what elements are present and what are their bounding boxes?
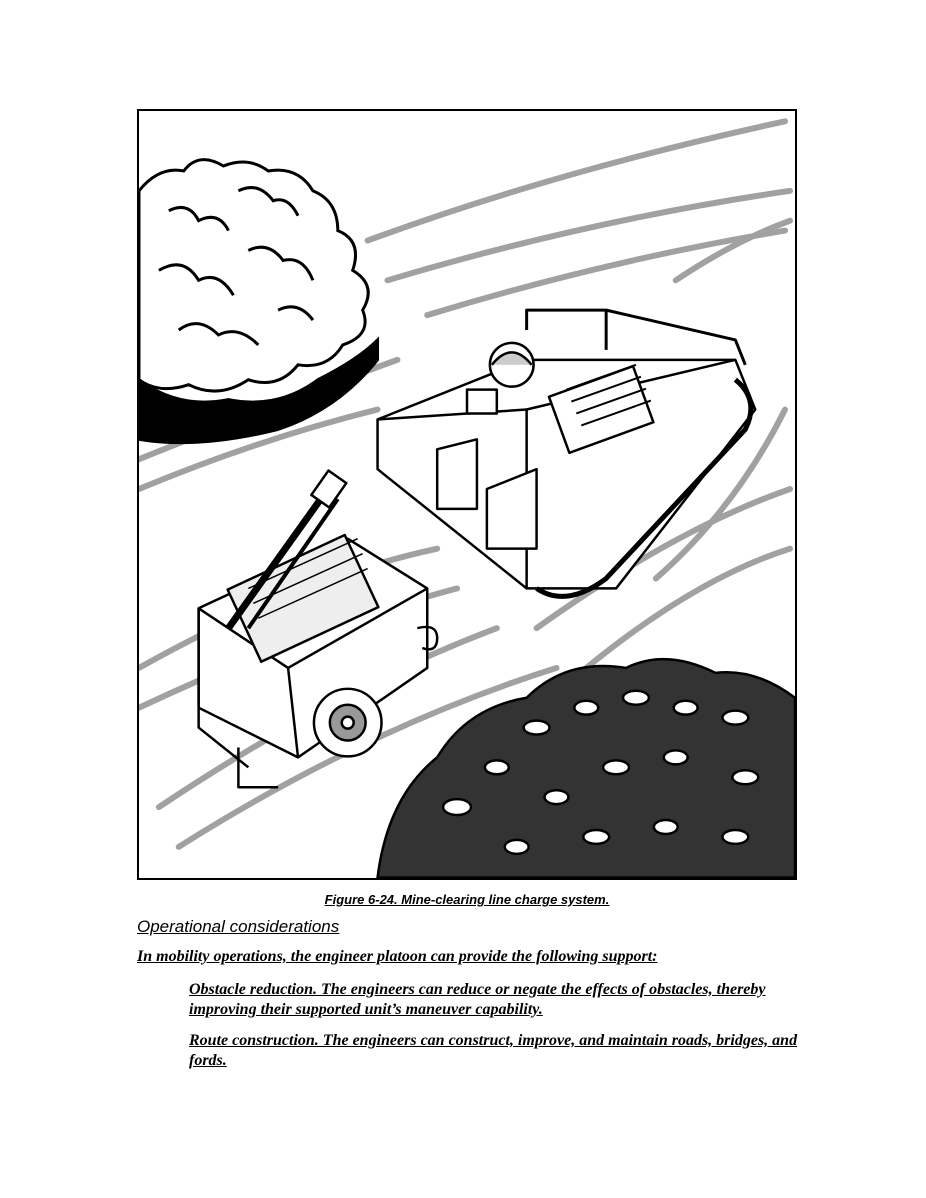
figure-caption: Figure 6-24. Mine-clearing line charge system. (324, 892, 610, 907)
list-item-route-construction: Route construction. The engineers can construct, improve, and maintain roads, bridges, and fords. (189, 1032, 798, 1069)
intro-paragraph: In mobility operations, the engineer platoon can provide the following support: (137, 948, 658, 965)
section-heading: Operational considerations (137, 917, 340, 936)
figure-illustration (137, 109, 797, 880)
bush-top-left (139, 160, 378, 443)
tracked-vehicle (378, 310, 756, 596)
trailer-launcher (199, 471, 438, 788)
bush-bottom-right (378, 659, 795, 878)
list-item-obstacle-reduction: Obstacle reduction. The engineers can reduce or negate the effects of obstacles, thereby improving their supported unit’s maneuver capability. (189, 981, 766, 1018)
